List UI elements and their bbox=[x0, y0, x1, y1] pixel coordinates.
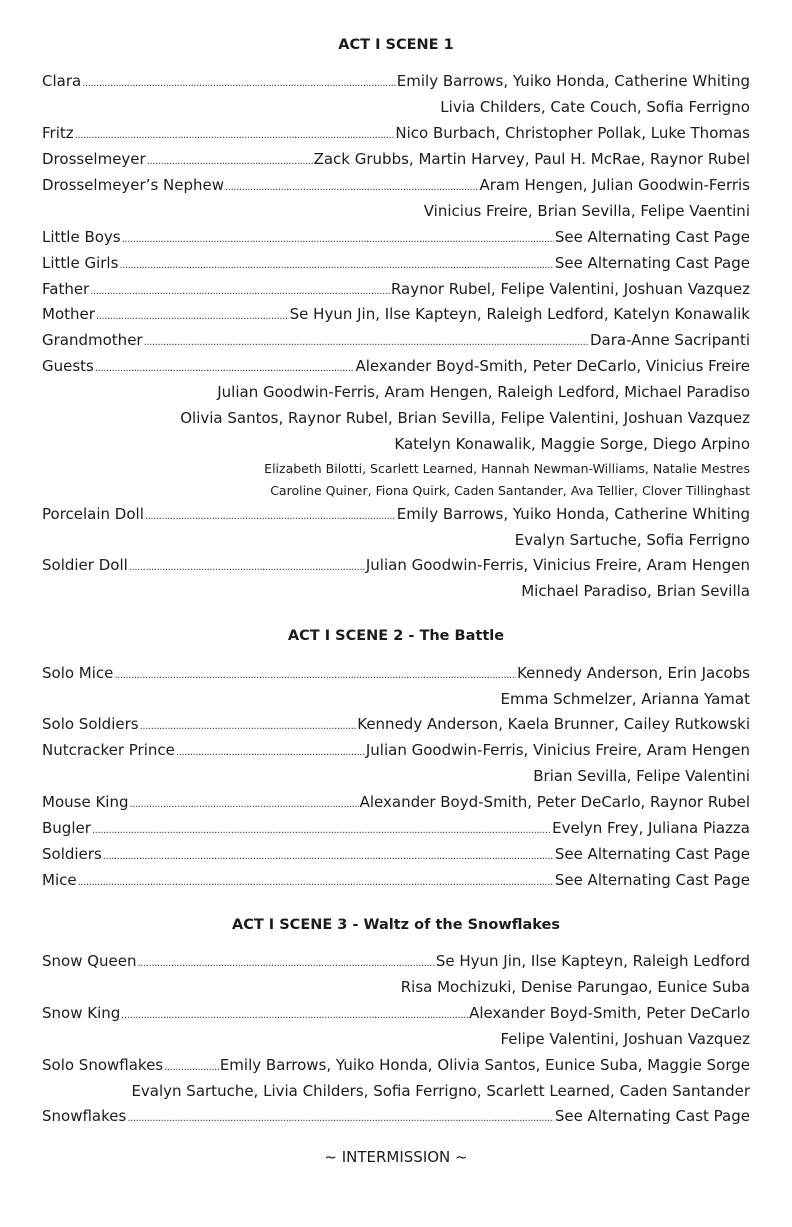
role-row-little-girls bbox=[42, 254, 750, 276]
role-name: Soldiers bbox=[42, 845, 102, 863]
role-name: Solo Mice bbox=[42, 664, 114, 682]
cast-continuation: Livia Childers, Cate Couch, Sofia Ferrigno bbox=[440, 98, 750, 116]
role-name: Mouse King bbox=[42, 793, 129, 811]
role-row-porcelain-doll bbox=[42, 505, 750, 527]
cast-continuation: Michael Paradiso, Brian Sevilla bbox=[521, 582, 750, 600]
cast-names: Alexander Boyd-Smith, Peter DeCarlo, Vinicius Freire bbox=[355, 357, 750, 375]
role-row-solo-snowflakes bbox=[42, 1056, 750, 1078]
role-name: Drosselmeyer’s Nephew bbox=[42, 176, 225, 194]
cast-names: See Alternating Cast Page bbox=[554, 845, 750, 863]
role-row-snow-queen bbox=[42, 952, 750, 974]
dot-leader bbox=[114, 670, 516, 681]
role-row-little-boys bbox=[42, 228, 750, 250]
dot-leader bbox=[145, 511, 396, 522]
role-name: Bugler bbox=[42, 819, 91, 837]
cast-names: Julian Goodwin-Ferris, Vinicius Freire, Aram Hengen bbox=[365, 556, 750, 574]
dot-leader bbox=[144, 337, 589, 348]
cast-continuation: Felipe Valentini, Joshuan Vazquez bbox=[500, 1030, 750, 1048]
role-row-solo-soldiers bbox=[42, 715, 750, 737]
role-name: Solo Soldiers bbox=[42, 715, 139, 733]
cast-continuation: Evalyn Sartuche, Sofia Ferrigno bbox=[514, 531, 750, 549]
dot-leader bbox=[164, 1062, 219, 1073]
dot-leader bbox=[127, 1113, 554, 1124]
cast-continuation: Olivia Santos, Raynor Rubel, Brian Sevilla, Felipe Valentini, Joshuan Vazquez bbox=[180, 409, 750, 427]
dot-leader bbox=[129, 562, 365, 573]
dot-leader bbox=[95, 363, 355, 374]
cast-names: See Alternating Cast Page bbox=[554, 254, 750, 272]
dot-leader bbox=[129, 799, 358, 810]
dot-leader bbox=[225, 182, 478, 193]
cast-continuation: Emma Schmelzer, Arianna Yamat bbox=[500, 690, 750, 708]
role-row-bugler bbox=[42, 819, 750, 841]
cast-names: Se Hyun Jin, Ilse Kapteyn, Raleigh Ledford bbox=[435, 952, 750, 970]
role-name: Mother bbox=[42, 305, 95, 323]
dot-leader bbox=[92, 825, 551, 836]
role-row-guests bbox=[42, 357, 750, 379]
role-row-mother bbox=[42, 305, 750, 327]
dot-leader bbox=[140, 721, 357, 732]
cast-names: Kennedy Anderson, Erin Jacobs bbox=[517, 664, 750, 682]
dot-leader bbox=[119, 260, 553, 271]
role-row-snowflakes bbox=[42, 1107, 750, 1129]
role-row-mouse-king bbox=[42, 793, 750, 815]
dot-leader bbox=[96, 311, 289, 322]
role-row-soldier-doll bbox=[42, 556, 750, 578]
cast-names: Julian Goodwin-Ferris, Vinicius Freire, Aram Hengen bbox=[365, 741, 750, 759]
cast-continuation: Brian Sevilla, Felipe Valentini bbox=[533, 767, 750, 785]
cast-names: Aram Hengen, Julian Goodwin-Ferris bbox=[479, 176, 750, 194]
intermission-label: ~ INTERMISSION ~ bbox=[324, 1148, 468, 1166]
dot-leader bbox=[121, 1010, 468, 1021]
cast-names: See Alternating Cast Page bbox=[554, 871, 750, 889]
cast-names: See Alternating Cast Page bbox=[554, 1107, 750, 1125]
scene3-heading: ACT I SCENE 3 - Waltz of the Snowflakes bbox=[231, 917, 560, 933]
role-name: Solo Snowflakes bbox=[42, 1056, 164, 1074]
cast-continuation: Elizabeth Bilotti, Scarlett Learned, Hannah Newman-Williams, Natalie Mestres bbox=[264, 461, 750, 476]
cast-names: See Alternating Cast Page bbox=[554, 228, 750, 246]
cast-names: Alexander Boyd-Smith, Peter DeCarlo bbox=[469, 1004, 750, 1022]
role-name: Father bbox=[42, 280, 90, 298]
cast-continuation: Julian Goodwin-Ferris, Aram Hengen, Raleigh Ledford, Michael Paradiso bbox=[217, 383, 750, 401]
cast-names: Emily Barrows, Yuiko Honda, Catherine Whiting bbox=[396, 72, 750, 90]
cast-names: Evelyn Frey, Juliana Piazza bbox=[552, 819, 750, 837]
dot-leader bbox=[122, 234, 554, 245]
role-name: Snow King bbox=[42, 1004, 121, 1022]
dot-leader bbox=[75, 130, 395, 141]
role-name: Clara bbox=[42, 72, 82, 90]
cast-continuation: Risa Mochizuki, Denise Parungao, Eunice Suba bbox=[400, 978, 750, 996]
cast-names: Kennedy Anderson, Kaela Brunner, Cailey Rutkowski bbox=[357, 715, 750, 733]
cast-continuation: Vinicius Freire, Brian Sevilla, Felipe Vaentini bbox=[423, 202, 750, 220]
role-name: Drosselmeyer bbox=[42, 150, 146, 168]
role-row-fritz bbox=[42, 124, 750, 146]
cast-names: Raynor Rubel, Felipe Valentini, Joshuan Vazquez bbox=[390, 280, 750, 298]
role-name: Soldier Doll bbox=[42, 556, 128, 574]
dot-leader bbox=[90, 286, 390, 297]
role-name: Fritz bbox=[42, 124, 74, 142]
role-row-father bbox=[42, 280, 750, 302]
role-row-drosselmeyer bbox=[42, 150, 750, 172]
dot-leader bbox=[138, 958, 435, 969]
role-name: Guests bbox=[42, 357, 94, 375]
role-name: Grandmother bbox=[42, 331, 143, 349]
role-name: Nutcracker Prince bbox=[42, 741, 175, 759]
cast-names: Se Hyun Jin, Ilse Kapteyn, Raleigh Ledford, Katelyn Konawalik bbox=[289, 305, 750, 323]
cast-names: Zack Grubbs, Martin Harvey, Paul H. McRae, Raynor Rubel bbox=[313, 150, 750, 168]
dot-leader bbox=[78, 877, 554, 888]
cast-continuation: Evalyn Sartuche, Livia Childers, Sofia Ferrigno, Scarlett Learned, Caden Santander bbox=[131, 1082, 750, 1100]
scene1-heading: ACT I SCENE 1 bbox=[338, 37, 454, 53]
cast-continuation: Caroline Quiner, Fiona Quirk, Caden Santander, Ava Tellier, Clover Tillinghast bbox=[270, 483, 750, 498]
scene2-heading: ACT I SCENE 2 - The Battle bbox=[287, 628, 505, 644]
role-row-nutcracker-prince bbox=[42, 741, 750, 763]
dot-leader bbox=[176, 747, 365, 758]
role-row-clara bbox=[42, 72, 750, 94]
role-row-soldiers bbox=[42, 845, 750, 867]
role-name: Snowflakes bbox=[42, 1107, 127, 1125]
cast-names: Emily Barrows, Yuiko Honda, Olivia Santos, Eunice Suba, Maggie Sorge bbox=[219, 1056, 750, 1074]
cast-names: Dara-Anne Sacripanti bbox=[589, 331, 750, 349]
cast-names: Emily Barrows, Yuiko Honda, Catherine Whiting bbox=[396, 505, 750, 523]
role-row-solo-mice bbox=[42, 664, 750, 686]
role-name: Snow Queen bbox=[42, 952, 137, 970]
role-name: Mice bbox=[42, 871, 77, 889]
cast-names: Nico Burbach, Christopher Pollak, Luke Thomas bbox=[395, 124, 750, 142]
role-name: Porcelain Doll bbox=[42, 505, 144, 523]
dot-leader bbox=[147, 156, 313, 167]
role-row-grandmother bbox=[42, 331, 750, 353]
role-row-snow-king bbox=[42, 1004, 750, 1026]
dot-leader bbox=[103, 851, 554, 862]
dot-leader bbox=[82, 78, 396, 89]
role-name: Little Boys bbox=[42, 228, 121, 246]
role-row-mice bbox=[42, 871, 750, 893]
role-name: Little Girls bbox=[42, 254, 119, 272]
cast-continuation: Katelyn Konawalik, Maggie Sorge, Diego Arpino bbox=[394, 435, 750, 453]
cast-names: Alexander Boyd-Smith, Peter DeCarlo, Raynor Rubel bbox=[359, 793, 750, 811]
role-row-nephew bbox=[42, 176, 750, 198]
